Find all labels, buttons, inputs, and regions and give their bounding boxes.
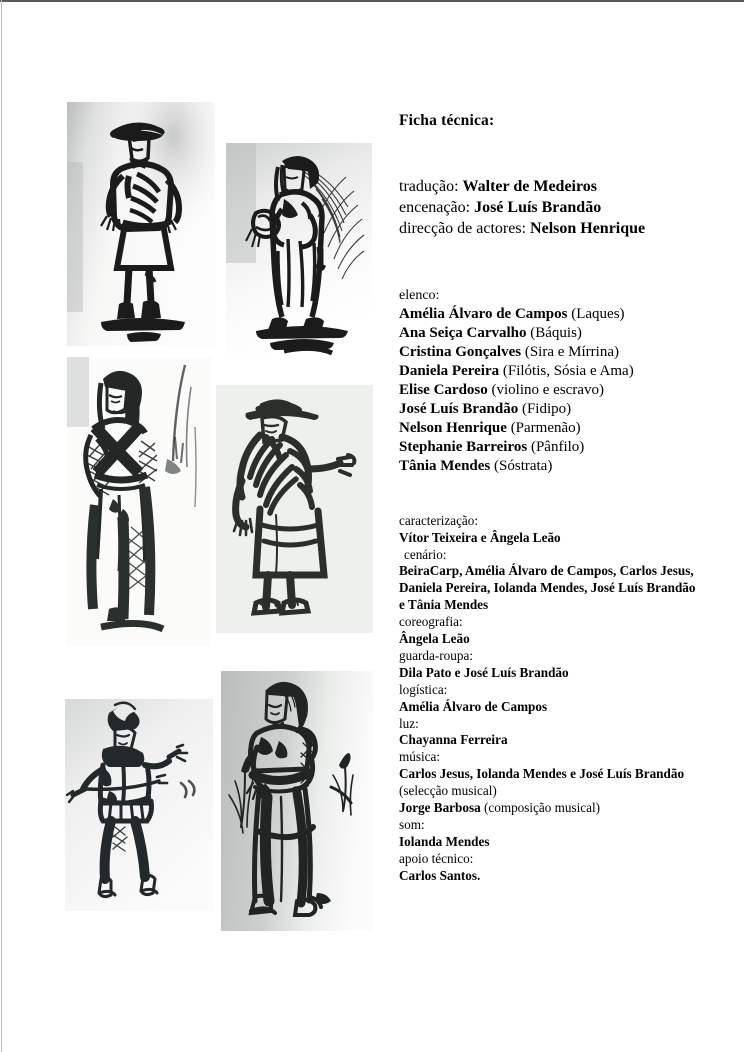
cast-member [399, 324, 699, 343]
cast-member-name: Ana Seiça Carvalho [399, 325, 527, 342]
cast-block [399, 287, 699, 475]
tech-label-guarda-roupa: guarda-roupa: [399, 647, 473, 663]
tech-entry-cenario [399, 547, 699, 615]
tech-value-musica-composicao [399, 800, 699, 817]
cast-member-name: Tânia Mendes [399, 457, 491, 474]
credit-label-encenacao: encenação: [399, 198, 471, 216]
cast-heading: elenco: [399, 288, 440, 304]
tech-entry-coreografia [399, 614, 699, 648]
tech-entry-apoio-tecnico [399, 851, 699, 885]
cast-member-role: (Báquis) [530, 325, 582, 342]
tech-value-apoio-tecnico: Carlos Santos. [399, 867, 481, 883]
cast-member [399, 305, 699, 324]
cast-member [399, 438, 699, 457]
cast-member [399, 457, 699, 476]
credit-line-traducao [399, 176, 699, 197]
cast-member-name: Amélia Álvaro de Campos [399, 306, 568, 323]
tech-label-luz: luz: [399, 715, 419, 731]
tech-note-musica-seleccao: (selecção musical) [399, 783, 497, 799]
tech-value-som: Iolanda Mendes [399, 833, 490, 849]
tech-label-caracterizacao: caracterização: [399, 512, 479, 528]
credits-text-column [399, 112, 699, 884]
cast-member-role: (Fidipo) [521, 400, 572, 417]
cast-member-name: Cristina Gonçalves [399, 344, 522, 361]
production-credits-block [399, 176, 699, 240]
tech-label-cenario: cenário: [404, 546, 447, 562]
tech-label-logistica: logística: [399, 681, 448, 697]
credit-value-traducao: Walter de Medeiros [462, 177, 598, 195]
cast-member [399, 400, 699, 419]
tech-value-caracterizacao: Vítor Teixeira e Ângela Leão [399, 529, 561, 545]
cast-member-name: Elise Cardoso [399, 381, 488, 398]
scan-edge-left [1, 0, 2, 1052]
tech-value-musica-names: Carlos Jesus, Iolanda Mendes e José Luís Brandão [399, 766, 685, 782]
cast-member-role: (Sóstrata) [494, 457, 553, 474]
page-title: Ficha técnica: [399, 112, 495, 129]
tech-label-coreografia: coreografia: [399, 614, 463, 630]
cast-member [399, 362, 699, 381]
tech-entry-caracterizacao [399, 513, 699, 547]
tech-value-musica-composer: Jorge Barbosa [399, 799, 481, 815]
tech-value-musica-seleccao [399, 766, 699, 800]
tech-value-logistica: Amélia Álvaro de Campos [399, 698, 548, 714]
cast-member-name: José Luís Brandão [399, 400, 519, 417]
cast-member-role: (Laques) [571, 306, 625, 323]
cast-member-role: (Parmenão) [510, 419, 581, 436]
credit-line-direccao-actores [399, 218, 699, 239]
tech-value-cenario: BeiraCarp, Amélia Álvaro de Campos, Carlos Jesus, Daniela Pereira, Iolanda Mendes, José Luís Brandão e Tânia Mendes [399, 563, 696, 613]
tech-value-guarda-roupa: Dila Pato e José Luís Brandão [399, 664, 569, 680]
tech-entry-guarda-roupa [399, 648, 699, 682]
cast-member [399, 419, 699, 438]
cast-member-name: Daniela Pereira [399, 363, 500, 379]
tech-entry-luz [399, 716, 699, 750]
illustration-plate-4 [216, 385, 373, 633]
cast-member-role: (violino e escravo) [491, 381, 604, 398]
illustration-plate-2 [226, 143, 372, 361]
tech-entry-som [399, 817, 699, 851]
cast-member-name: Stephanie Barreiros [399, 438, 528, 455]
cast-member-name: Nelson Henrique [399, 419, 507, 436]
tech-note-musica-composicao: (composição musical) [483, 799, 601, 815]
tech-label-apoio-tecnico: apoio técnico: [399, 850, 474, 866]
cast-member-role: (Pânfilo) [530, 438, 585, 455]
credit-value-encenacao: José Luís Brandão [474, 198, 602, 216]
cast-member [399, 381, 699, 400]
tech-label-som: som: [399, 816, 425, 832]
tech-entry-logistica [399, 682, 699, 716]
illustration-plate-3 [67, 357, 211, 646]
credit-line-encenacao [399, 197, 699, 218]
cast-member [399, 343, 699, 362]
tech-value-coreografia: Ângela Leão [399, 631, 470, 647]
tech-label-musica: música: [399, 749, 441, 765]
tech-value-luz: Chayanna Ferreira [399, 732, 508, 748]
scan-edge-top [0, 0, 744, 2]
illustration-plate-5 [65, 699, 213, 911]
illustration-plate-1 [67, 102, 215, 346]
credit-label-direccao-actores: direcção de actores: [399, 220, 527, 238]
tech-entry-musica [399, 749, 699, 817]
cast-member-role: (Filótis, Sósia e Ama) [502, 363, 634, 379]
credit-value-direccao-actores: Nelson Henrique [530, 220, 646, 238]
credit-label-traducao: tradução: [399, 177, 459, 195]
illustration-plate-6 [221, 671, 373, 931]
cast-member-role: (Sira e Mírrina) [524, 344, 619, 361]
technical-credits-block [399, 513, 699, 885]
